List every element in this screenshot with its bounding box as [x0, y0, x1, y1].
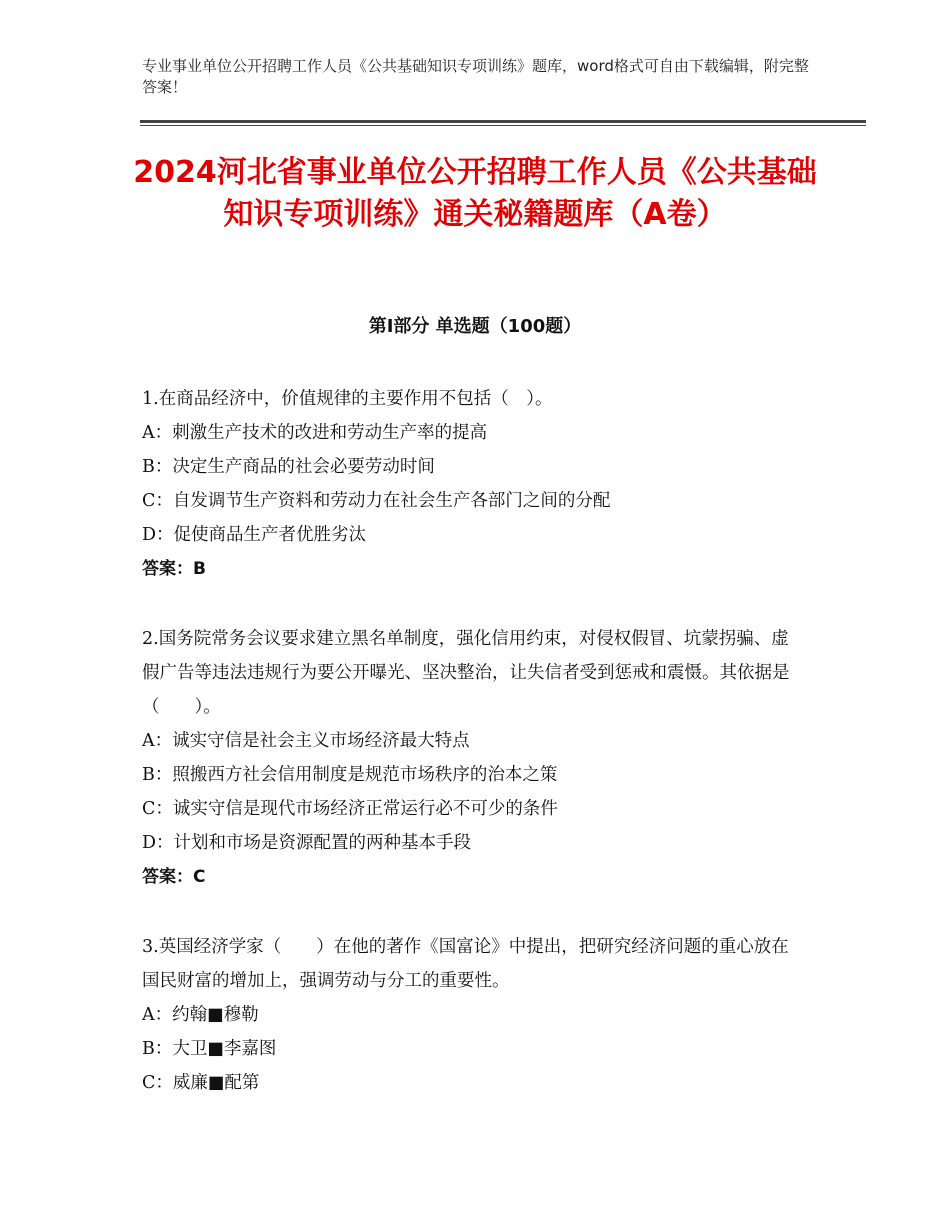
- answer-text: 答案：C: [142, 867, 206, 887]
- question-list: [142, 382, 802, 1136]
- option-c: C：自发调节生产资料和劳动力在社会生产各部门之间的分配: [142, 491, 611, 511]
- option-d: D：计划和市场是资源配置的两种基本手段: [142, 833, 472, 853]
- option-c: C：威廉■配第: [142, 1073, 260, 1093]
- question-stem: 3.英国经济学家（ ）在他的著作《国富论》中提出，把研究经济问题的重心放在国民财富的增加上，强调劳动与分工的重要性。: [142, 937, 789, 991]
- question-stem: 1.在商品经济中，价值规律的主要作用不包括（ ）。: [142, 389, 553, 409]
- section-title: 第Ⅰ部分 单选题（100题）: [368, 316, 582, 337]
- option-b: B：照搬西方社会信用制度是规范市场秩序的治本之策: [142, 765, 558, 785]
- option-b: B：决定生产商品的社会必要劳动时间: [142, 457, 435, 477]
- answer-text: 答案：B: [142, 559, 206, 579]
- option-b: B：大卫■李嘉图: [142, 1039, 277, 1059]
- header-divider-thin: [140, 125, 866, 126]
- option-c: C：诚实守信是现代市场经济正常运行必不可少的条件: [142, 799, 558, 819]
- option-d: D：促使商品生产者优胜劣汰: [142, 525, 367, 545]
- option-a: A：刺激生产技术的改进和劳动生产率的提高: [142, 423, 488, 443]
- header-note: 专业事业单位公开招聘工作人员《公共基础知识专项训练》题库，word格式可自由下载编辑，附完整答案！: [142, 57, 809, 96]
- question-3: [142, 930, 802, 1100]
- question-1: [142, 382, 802, 586]
- option-a: A：约翰■穆勒: [142, 1005, 259, 1025]
- header-divider-thick: [140, 120, 866, 123]
- document-title: 2024河北省事业单位公开招聘工作人员《公共基础知识专项训练》通关秘籍题库（A卷）: [133, 155, 817, 232]
- question-2: [142, 622, 802, 894]
- question-stem: 2.国务院常务会议要求建立黑名单制度，强化信用约束，对侵权假冒、坑蒙拐骗、虚假广告等违法违规行为要公开曝光、坚决整治，让失信者受到惩戒和震慑。其依据是（ ）。: [142, 629, 790, 717]
- option-a: A：诚实守信是社会主义市场经济最大特点: [142, 731, 470, 751]
